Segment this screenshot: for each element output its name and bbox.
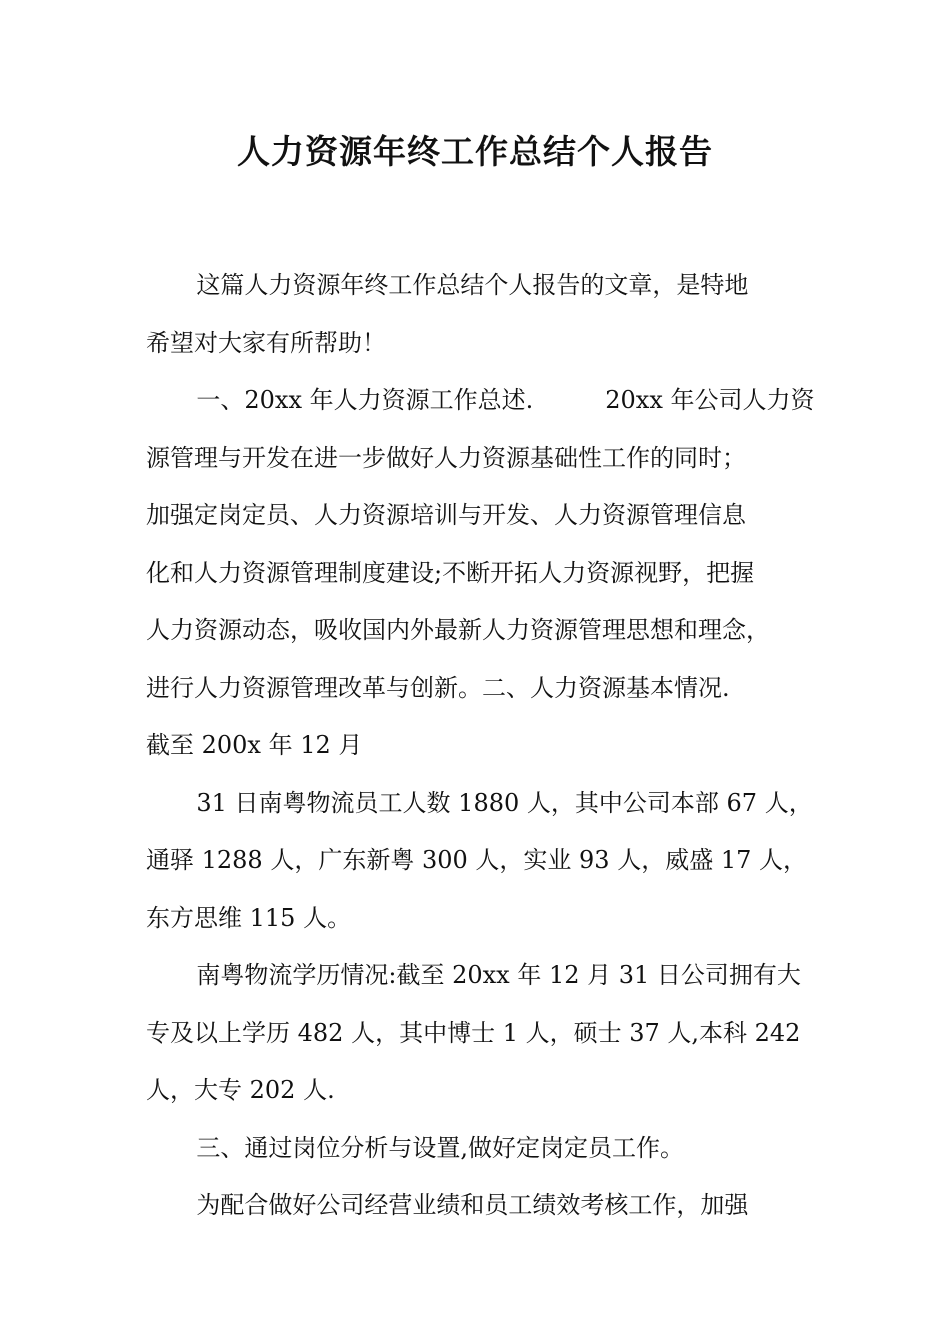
- paragraph-performance: [146, 1177, 816, 1235]
- paragraph-line: 进行人力资源管理改革与创新。二、人力资源基本情况.: [146, 673, 730, 702]
- paragraph-line: 这篇人力资源年终工作总结个人报告的文章，是特地: [196, 271, 749, 299]
- document-title: 人力资源年终工作总结个人报告: [237, 132, 713, 171]
- paragraph-line: 三、通过岗位分析与设置,做好定岗定员工作。: [196, 1133, 685, 1162]
- document-body: [146, 257, 816, 1235]
- paragraph-section-one: [146, 372, 816, 775]
- paragraph-education: [146, 947, 816, 1120]
- paragraph-line: 希望对大家有所帮助！: [146, 328, 386, 357]
- paragraph-line: 专及以上学历 482 人，其中博士 1 人，硕士 37 人,本科 242: [146, 1018, 801, 1047]
- paragraph-staff-count: [146, 775, 816, 948]
- paragraph-line: 截至 200x 年 12 月: [146, 731, 363, 759]
- paragraph-section-three: [146, 1120, 816, 1178]
- paragraph-line: 源管理与开发在进一步做好人力资源基础性工作的同时；: [146, 443, 746, 472]
- paragraph-line: 一、20xx 年人力资源工作总述. 20xx 年公司人力资: [196, 386, 815, 414]
- paragraph-line: 加强定岗定员、人力资源培训与开发、人力资源管理信息: [146, 501, 746, 529]
- paragraph-intro: [146, 257, 816, 372]
- paragraph-line: 为配合做好公司经营业绩和员工绩效考核工作，加强: [196, 1191, 749, 1219]
- paragraph-line: 东方思维 115 人。: [146, 903, 352, 932]
- paragraph-line: 化和人力资源管理制度建设;不断开拓人力资源视野，把握: [146, 558, 755, 587]
- paragraph-line: 南粤物流学历情况:截至 20xx 年 12 月 31 日公司拥有大: [196, 961, 801, 989]
- paragraph-line: 人力资源动态，吸收国内外最新人力资源管理思想和理念，: [146, 616, 770, 644]
- paragraph-line: 通驿 1288 人，广东新粤 300 人，实业 93 人，威盛 17 人，: [146, 846, 807, 874]
- paragraph-line: 31 日南粤物流员工人数 1880 人，其中公司本部 67 人，: [196, 788, 813, 817]
- paragraph-line: 人，大专 202 人.: [146, 1076, 335, 1104]
